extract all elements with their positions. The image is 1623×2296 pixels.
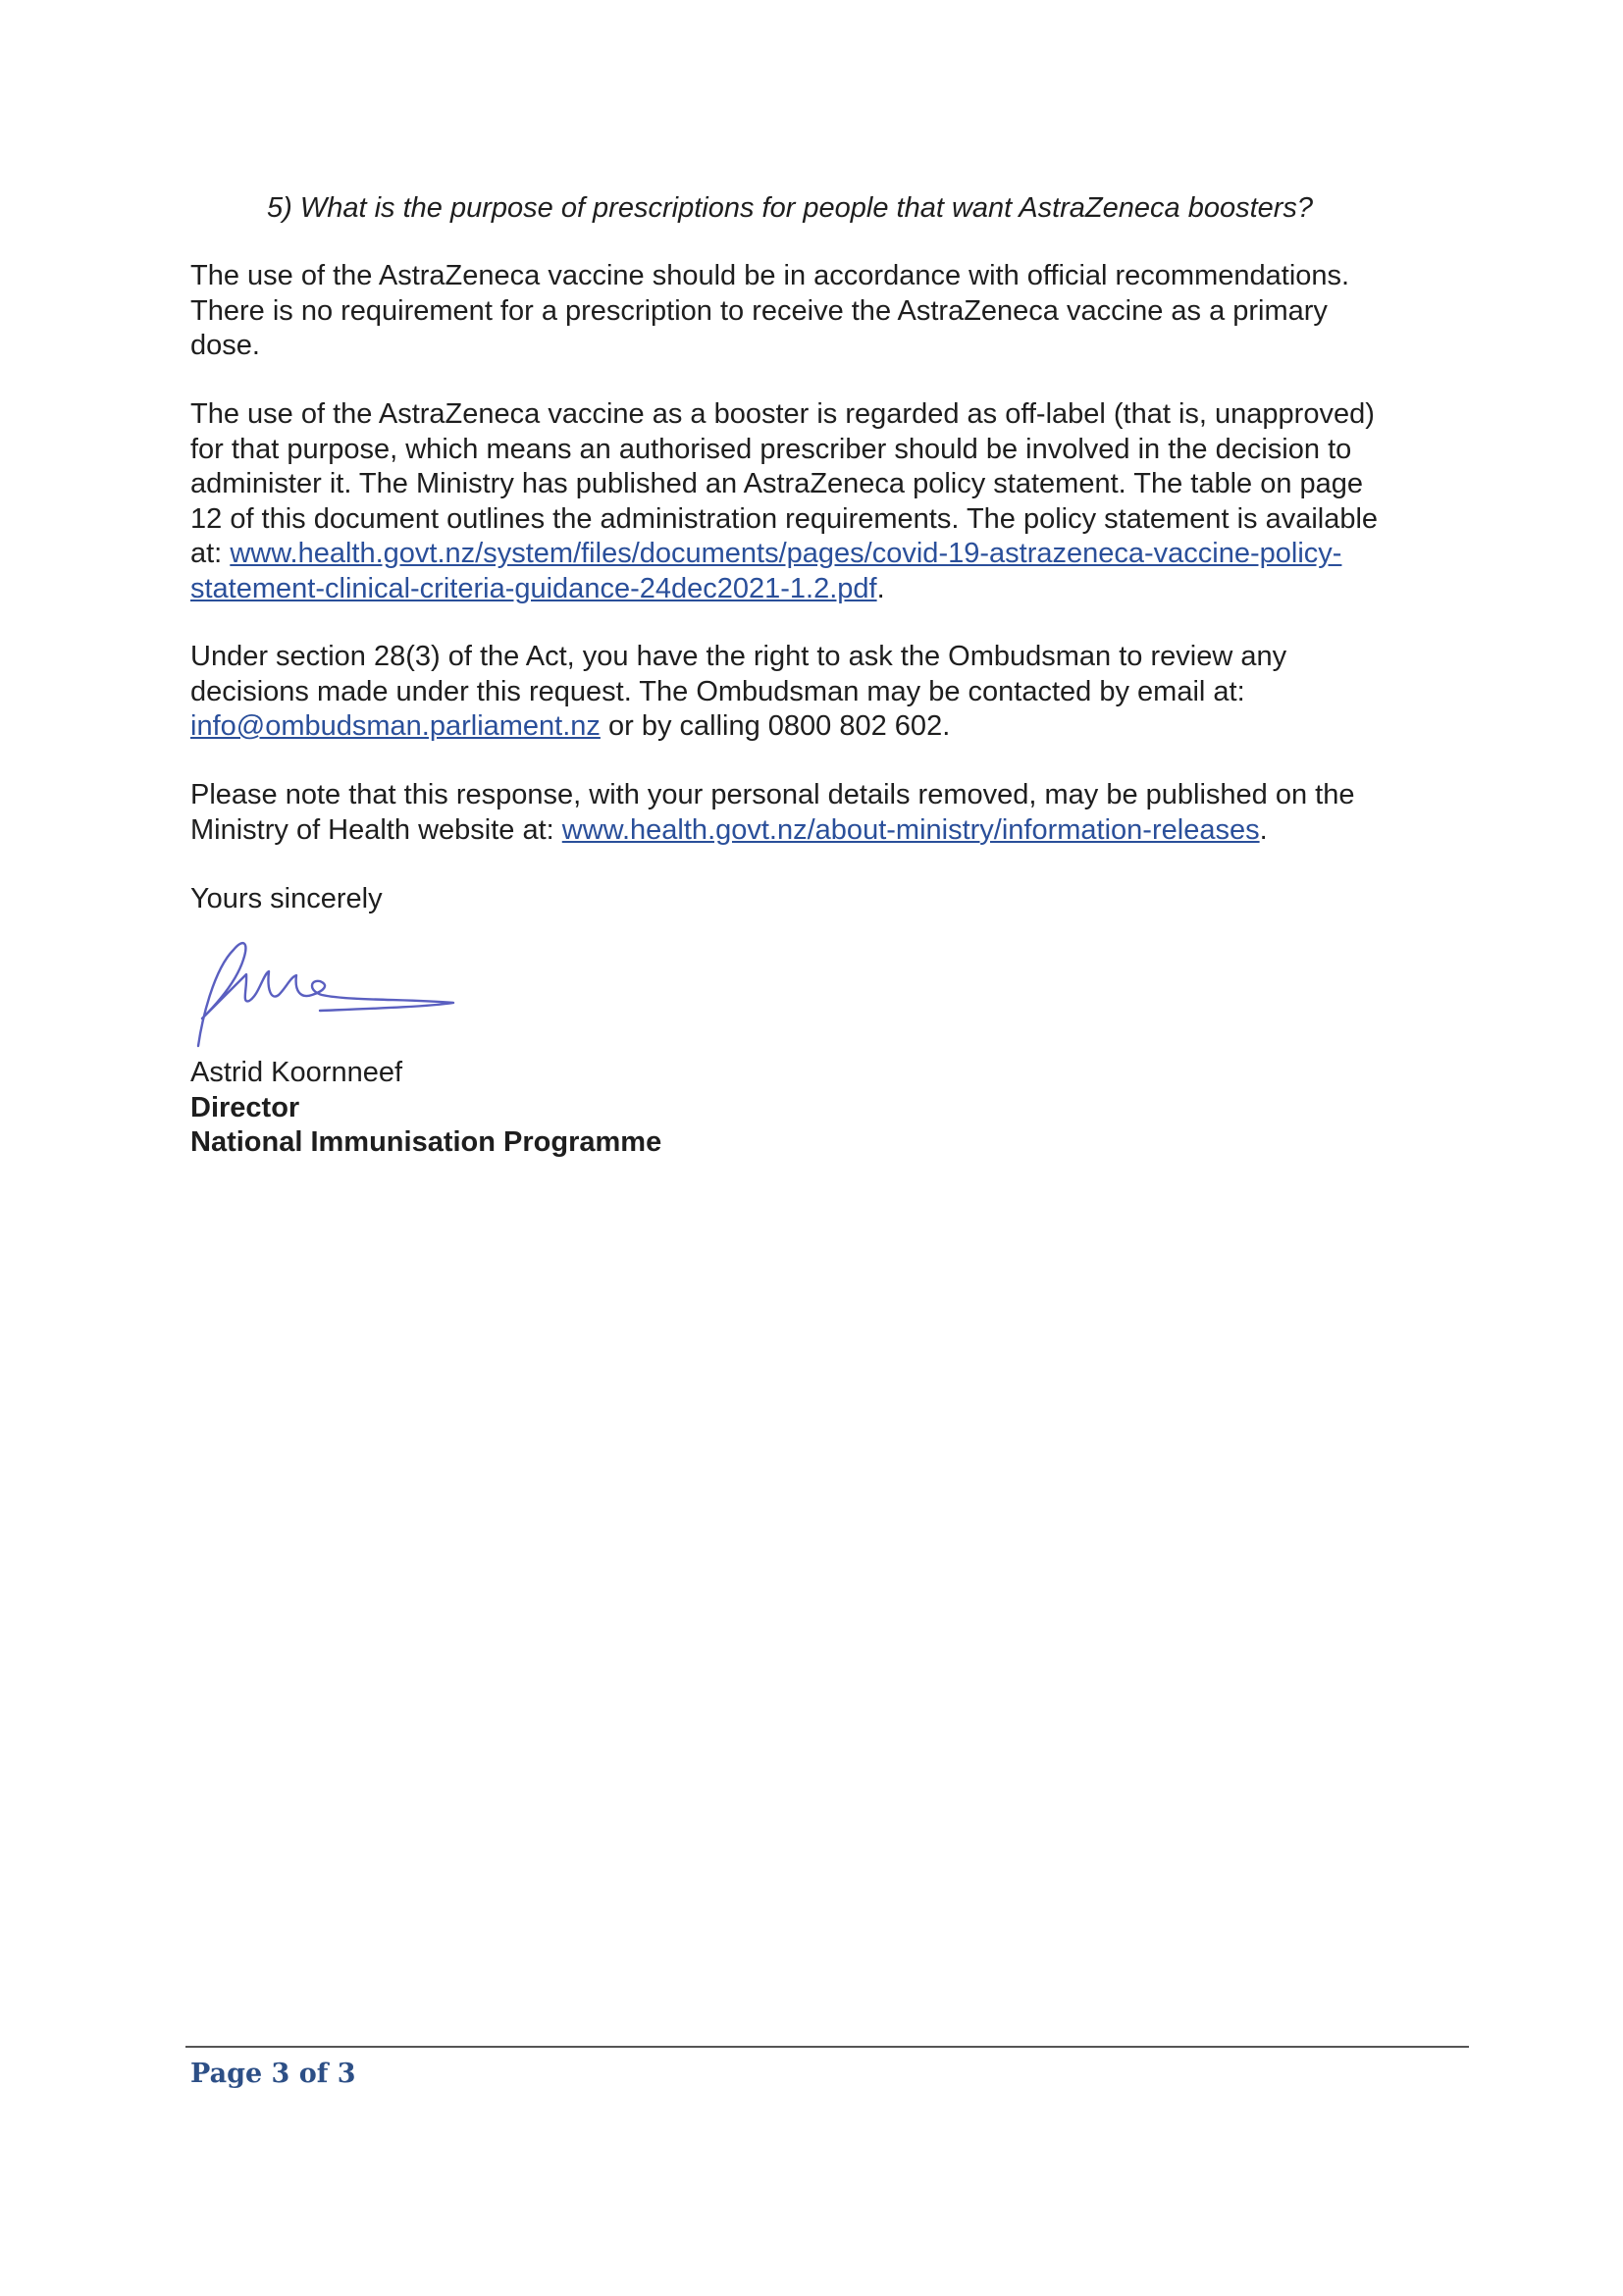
text-line: The use of the AstraZeneca vaccine should be in accordance with official recommendations. [190, 260, 1350, 291]
signatory-unit: National Immunisation Programme [190, 1126, 662, 1158]
page-number: Page 3 of 3 [190, 2059, 356, 2089]
closing: Yours sincerely [190, 883, 383, 914]
signatory-name: Astrid Koornneef [190, 1057, 403, 1088]
text-line: dose. [190, 330, 260, 361]
information-releases-link[interactable]: www.health.govt.nz/about-ministry/information-releases [561, 813, 1260, 846]
text-suffix: . [1259, 813, 1268, 846]
ombudsman-email-link[interactable]: info@ombudsman.parliament.nz [190, 710, 601, 742]
text-line: The use of the AstraZeneca vaccine as a booster is regarded as off-label (that is, unapproved) [190, 398, 1375, 430]
paragraph-publication [190, 778, 1354, 848]
text-line: Please note that this response, with your personal details removed, may be published on the [190, 779, 1355, 810]
policy-statement-link-cont[interactable]: statement-clinical-criteria-guidance-24dec2021-1.2.pdf [190, 572, 877, 604]
phone-text: or by calling 0800 802 602. [600, 710, 951, 742]
text-line: There is no requirement for a prescription to receive the AstraZeneca vaccine as a primary [190, 294, 1328, 327]
text-line: 12 of this document outlines the administration requirements. The policy statement is available [190, 502, 1379, 535]
paragraph-primary-dose [190, 259, 1349, 364]
text-line: administer it. The Ministry has published an AstraZeneca policy statement. The table on page [190, 468, 1364, 499]
text-line: decisions made under this request. The Ombudsman may be contacted by email at: [190, 675, 1245, 707]
signatory-title: Director [190, 1091, 300, 1123]
text-suffix: . [876, 572, 885, 604]
question-heading: 5) What is the purpose of prescriptions for people that want AstraZeneca boosters? [267, 192, 1314, 224]
text-line: for that purpose, which means an authorised prescriber should be involved in the decision to [190, 433, 1352, 465]
signature-image [192, 930, 467, 1058]
paragraph-booster [190, 397, 1378, 606]
paragraph-ombudsman [190, 640, 1286, 745]
text-line: Under section 28(3) of the Act, you have the right to ask the Ombudsman to review any [190, 641, 1287, 672]
text-prefix: at: [190, 538, 231, 569]
footer-divider [185, 2046, 1469, 2048]
policy-statement-link[interactable]: www.health.govt.nz/system/files/documents/pages/covid-19-astrazeneca-vaccine-policy- [230, 538, 1342, 569]
text-prefix: Ministry of Health website at: [190, 813, 562, 846]
signatory-block [190, 1056, 661, 1161]
